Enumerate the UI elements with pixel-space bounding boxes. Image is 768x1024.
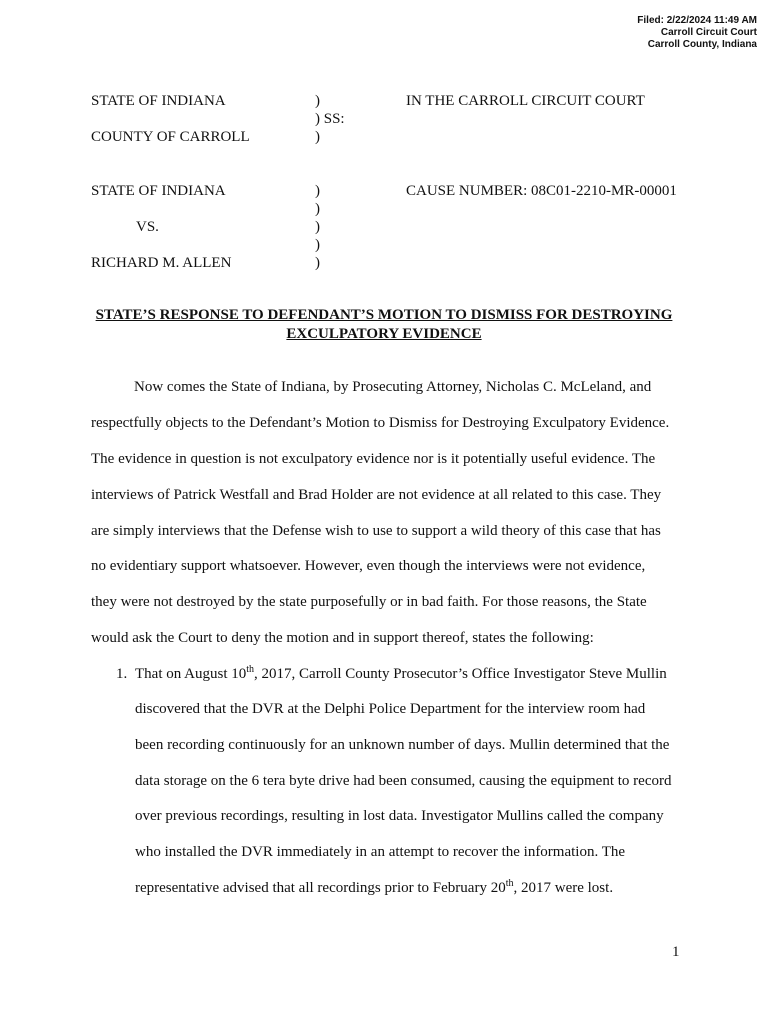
court-name: IN THE CARROLL CIRCUIT COURT	[406, 93, 645, 109]
intro-line: respectfully objects to the Defendant’s Motion to Dismiss for Destroying Exculpatory Evidence.	[91, 415, 670, 431]
intro-line: they were not destroyed by the state purposefully or in bad faith. For those reasons, the State	[91, 594, 647, 610]
cause-number: CAUSE NUMBER: 08C01-2210-MR-00001	[406, 183, 677, 199]
item-line	[135, 665, 667, 683]
item-text: , 2017, Carroll County Prosecutor’s Office Investigator Steve Mullin	[254, 666, 667, 682]
filed-court: Carroll Circuit Court	[660, 27, 757, 38]
caption-paren: )	[315, 237, 320, 253]
item-text: That on August 10	[135, 666, 247, 682]
caption-paren: )	[315, 219, 320, 235]
item-line	[135, 879, 613, 897]
item-text: , 2017 were lost.	[513, 880, 614, 896]
item-line: over previous recordings, resulting in lost data. Investigator Mullins called the company	[135, 808, 664, 824]
item-line: been recording continuously for an unknown number of days. Mullin determined that the	[135, 737, 670, 753]
item-text: representative advised that all recordings prior to February 20	[135, 880, 506, 896]
item-line: discovered that the DVR at the Delphi Police Department for the interview room had	[135, 701, 646, 717]
title-line-2: EXCULPATORY EVIDENCE	[286, 326, 482, 342]
intro-line: are simply interviews that the Defense wish to use to support a wild theory of this case that has	[91, 523, 661, 539]
ss-label: ) SS:	[315, 111, 345, 127]
ordinal-suffix: th	[505, 878, 514, 889]
intro-line: Now comes the State of Indiana, by Prosecuting Attorney, Nicholas C. McLeland, and	[134, 379, 652, 395]
intro-line: would ask the Court to deny the motion and in support thereof, states the following:	[91, 630, 594, 646]
defendant: RICHARD M. ALLEN	[91, 255, 232, 271]
item-line: who installed the DVR immediately in an attempt to recover the information. The	[135, 844, 626, 860]
filed-stamp	[637, 15, 757, 51]
intro-line: no evidentiary support whatsoever. However, even though the interviews were not evidence,	[91, 558, 646, 574]
caption-paren: )	[315, 129, 320, 145]
filed-date: Filed: 2/22/2024 11:49 AM	[637, 15, 757, 26]
page-number: 1	[672, 944, 680, 960]
title-line-1: STATE’S RESPONSE TO DEFENDANT’S MOTION TO DISMISS FOR DESTROYING	[95, 307, 673, 323]
caption-paren: )	[315, 183, 320, 199]
plaintiff: STATE OF INDIANA	[91, 183, 226, 199]
intro-line: The evidence in question is not exculpatory evidence nor is it potentially useful evidence. The	[91, 451, 656, 467]
intro-line: interviews of Patrick Westfall and Brad Holder are not evidence at all related to this case. They	[91, 487, 662, 503]
ordinal-suffix: th	[246, 664, 255, 675]
venue-state: STATE OF INDIANA	[91, 93, 226, 109]
item-number: 1.	[116, 666, 128, 682]
venue-county: COUNTY OF CARROLL	[91, 129, 250, 145]
document-title	[70, 306, 698, 344]
caption-paren: )	[315, 201, 320, 217]
filed-county: Carroll County, Indiana	[647, 39, 757, 50]
item-line: data storage on the 6 tera byte drive had been consumed, causing the equipment to record	[135, 773, 672, 789]
caption-paren: )	[315, 255, 320, 271]
versus: VS.	[136, 219, 159, 235]
caption-paren: )	[315, 93, 320, 109]
